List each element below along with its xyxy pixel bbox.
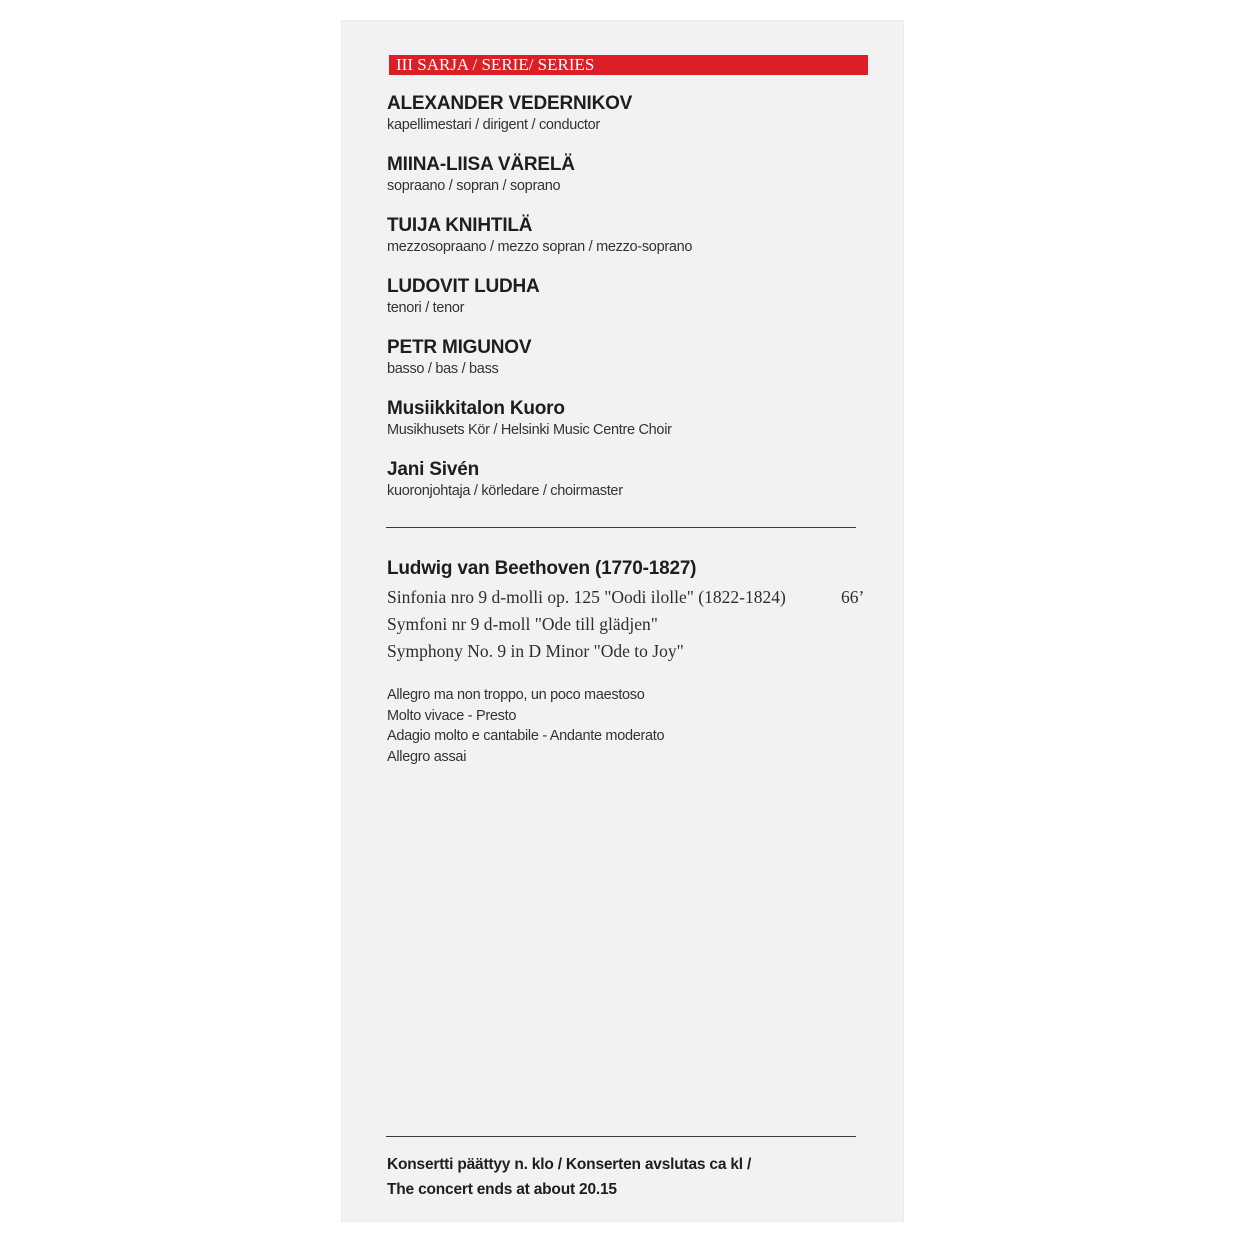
performer-entry (387, 397, 857, 458)
movement-item: Molto vivace - Presto (387, 707, 517, 724)
section-divider (386, 527, 856, 528)
performer-entry (387, 458, 857, 519)
performer-name: TUIJA KNIHTILÄ (387, 215, 533, 236)
work-duration: 66’ (841, 587, 865, 607)
performer-entry (387, 153, 857, 214)
performer-entry (387, 336, 857, 397)
performer-role: tenori / tenor (387, 300, 465, 316)
performer-role: sopraano / sopran / soprano (387, 178, 561, 194)
concert-end-time: The concert ends at about 20.15 (387, 1181, 617, 1198)
performer-entry (387, 275, 857, 336)
work-title-finnish: Sinfonia nro 9 d-molli op. 125 "Oodi ilolle" (1822-1824) (387, 587, 786, 607)
performer-role: mezzosopraano / mezzo sopran / mezzo-soprano (387, 239, 693, 255)
performer-role: kuoronjohtaja / körledare / choirmaster (387, 483, 623, 499)
work-title-swedish: Symfoni nr 9 d-moll "Ode till glädjen" (387, 614, 658, 634)
performer-name: Musiikkitalon Kuoro (387, 398, 565, 419)
work-title-english: Symphony No. 9 in D Minor "Ode to Joy" (387, 641, 684, 661)
performer-entry (387, 214, 857, 275)
movement-item: Adagio molto e cantabile - Andante moderato (387, 728, 665, 744)
concert-end-line: Konsertti päättyy n. klo / Konserten avslutas ca kl / (387, 1156, 752, 1173)
composer-heading: Ludwig van Beethoven (1770-1827) (387, 558, 697, 579)
series-banner (389, 55, 868, 75)
performer-name: MIINA-LIISA VÄRELÄ (387, 154, 575, 175)
performer-role: basso / bas / bass (387, 361, 499, 377)
movement-item: Allegro assai (387, 748, 467, 765)
movement-item: Allegro ma non troppo, un poco maestoso (387, 687, 645, 703)
performer-name: ALEXANDER VEDERNIKOV (387, 93, 633, 114)
program-page (341, 20, 904, 1222)
concert-end-note (387, 1152, 751, 1202)
performer-role: Musikhusets Kör / Helsinki Music Centre Choir (387, 422, 672, 438)
performer-list (387, 92, 857, 519)
series-label: III SARJA / SERIE/ SERIES (396, 55, 595, 74)
movement-list (387, 685, 664, 767)
footer-divider (386, 1136, 856, 1137)
performer-role: kapellimestari / dirigent / conductor (387, 117, 600, 133)
performer-name: LUDOVIT LUDHA (387, 276, 540, 297)
performer-name: PETR MIGUNOV (387, 337, 532, 358)
performer-name: Jani Sivén (387, 459, 479, 480)
work-title-line (387, 584, 867, 611)
performer-entry (387, 92, 857, 153)
work-titles (387, 584, 867, 665)
